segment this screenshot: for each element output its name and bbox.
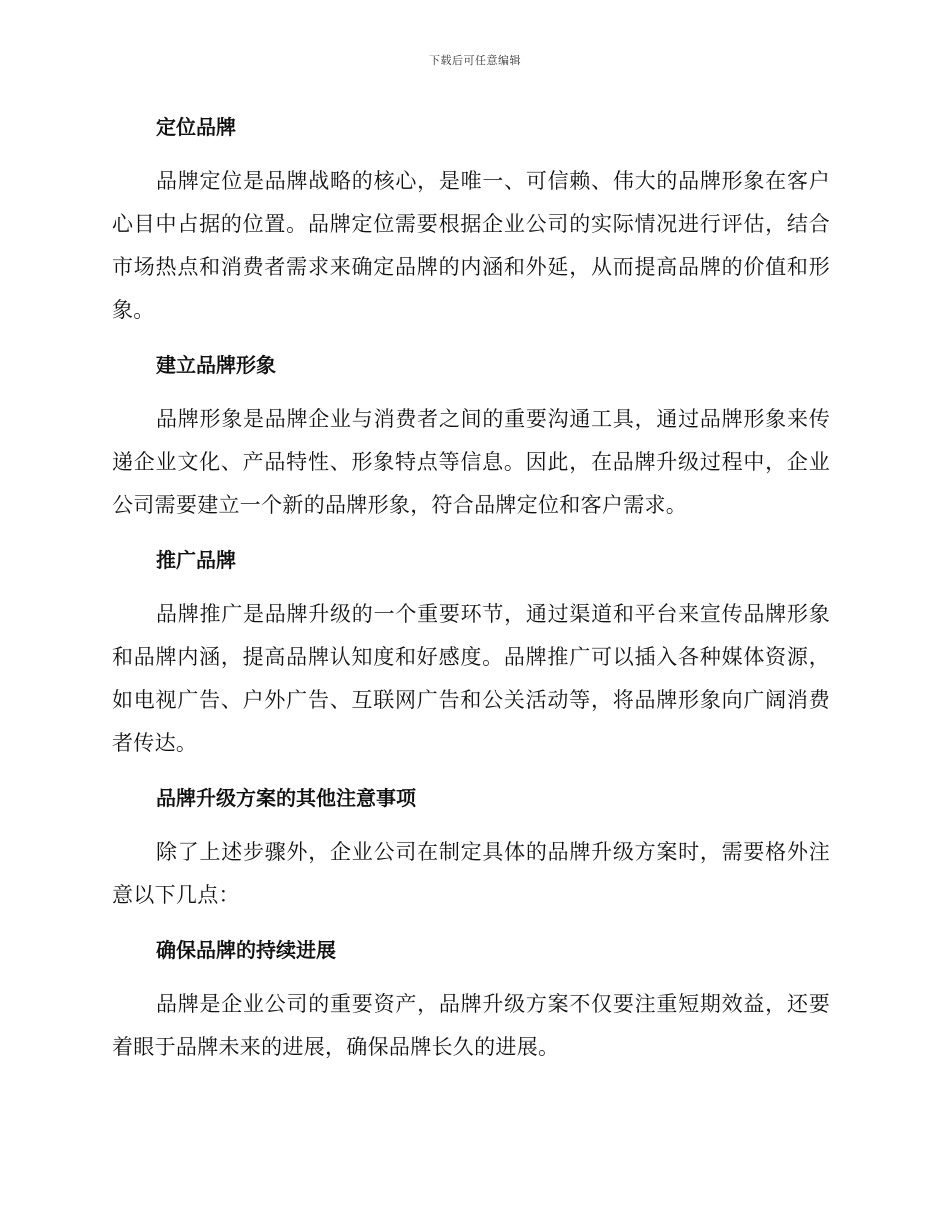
section-brand-image: [112, 344, 830, 527]
section-paragraph: 品牌定位是品牌战略的核心，是唯一、可信赖、伟大的品牌形象在客户心目中占据的位置。品牌定位需要根据企业公司的实际情况进行评估，结合市场热点和消费者需求来确定品牌的内涵和外延，从而提高品牌的价值和形象。: [112, 169, 830, 322]
section-heading: 建立品牌形象: [156, 353, 276, 377]
section-paragraph: 除了上述步骤外，企业公司在制定具体的品牌升级方案时，需要格外注意以下几点：: [112, 840, 830, 907]
section-heading: 定位品牌: [156, 115, 236, 139]
section-paragraph: 品牌推广是品牌升级的一个重要环节，通过渠道和平台来宣传品牌形象和品牌内涵，提高品牌认知度和好感度。品牌推广可以插入各种媒体资源，如电视广告、户外广告、互联网广告和公关活动等，将品牌形象向广阔消费者传达。: [112, 602, 830, 755]
section-continuous-progress: [112, 929, 830, 1069]
document-body: [112, 106, 830, 1081]
section-heading: 推广品牌: [156, 548, 236, 572]
section-paragraph: 品牌形象是品牌企业与消费者之间的重要沟通工具，通过品牌形象来传递企业文化、产品特性、形象特点等信息。因此，在品牌升级过程中，企业公司需要建立一个新的品牌形象，符合品牌定位和客户需求。: [112, 407, 830, 517]
section-positioning: [112, 106, 830, 332]
page-header: 下载后可任意编辑: [429, 54, 521, 67]
section-paragraph: 品牌是企业公司的重要资产，品牌升级方案不仅要注重短期效益，还要着眼于品牌未来的进展，确保品牌长久的进展。: [112, 992, 830, 1059]
section-notes: [112, 777, 830, 917]
section-promotion: [112, 539, 830, 765]
section-heading: 品牌升级方案的其他注意事项: [156, 786, 416, 810]
section-heading: 确保品牌的持续进展: [156, 938, 336, 962]
